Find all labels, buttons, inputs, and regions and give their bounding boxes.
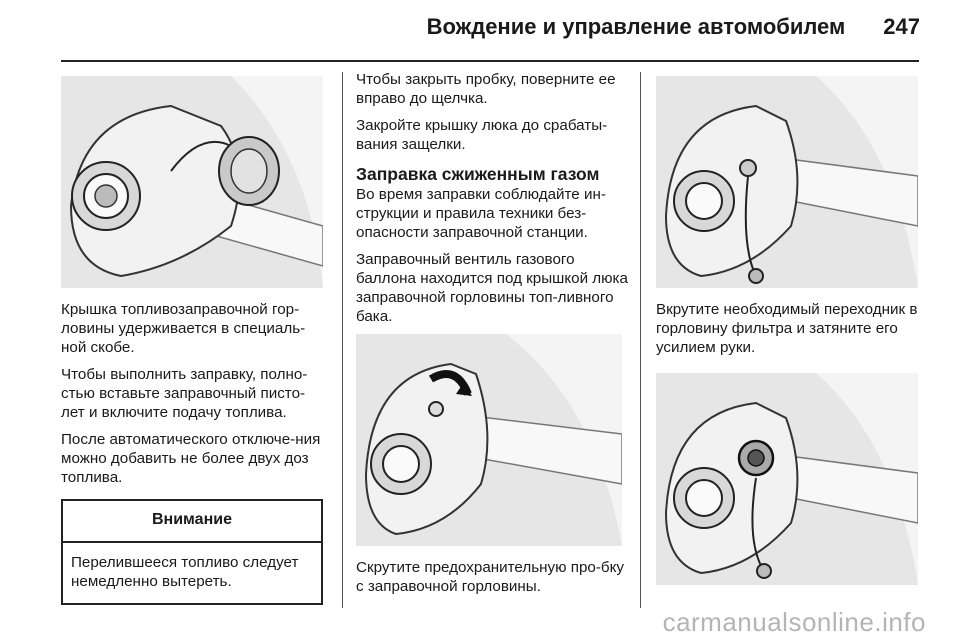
fuel-flap-cap-illustration: [61, 76, 323, 288]
page-header: [427, 14, 920, 40]
page-number: 247: [883, 14, 920, 39]
paragraph-close-cap: Чтобы закрыть пробку, поверните ее вправо до щелчка.: [356, 71, 616, 107]
section-heading-lpg: Заправка сжиженным газом: [356, 164, 600, 184]
notice-title: Внимание: [63, 501, 321, 543]
notice-box: [61, 499, 323, 605]
column-divider-2: [640, 72, 641, 608]
column-2: [356, 70, 628, 604]
column-1: [61, 70, 327, 605]
column-divider-1: [342, 72, 343, 608]
paragraph-lpg-safety: Во время заправки соблюдайте ин-струкции и правила техники без-опасности заправочной станции.: [356, 186, 606, 241]
header-rule: [61, 60, 919, 62]
paragraph-lpg-valve: Заправочный вентиль газового баллона находится под крышкой люка заправочной горловины топ-ливного бака.: [356, 251, 628, 325]
lpg-valve-illustration: [656, 76, 918, 288]
paragraph-refuel: Чтобы выполнить заправку, полно-стью вставьте заправочный писто-лет и включите подачу топлива.: [61, 366, 308, 421]
paragraph-cap-holder: Крышка топливозаправочной гор-ловины удерживается в специаль-ной скобе.: [61, 301, 306, 356]
column-3: [656, 70, 932, 597]
section-title: Вождение и управление автомобилем: [426, 14, 846, 39]
paragraph-close-flap: Закройте крышку люка до срабаты-вания защелки.: [356, 117, 608, 153]
adapter-installed-illustration: [656, 373, 918, 585]
paragraph-auto-shutoff: После автоматического отключе-ния можно добавить не более двух доз топлива.: [61, 431, 321, 486]
notice-text: Перелившееся топливо следует немедленно вытереть.: [71, 554, 299, 590]
caption-screw-adapter: Вкрутите необходимый переходник в горловину фильтра и затяните его усилием руки.: [656, 301, 918, 356]
caption-unscrew-cap: Скрутите предохранительную про-бку с заправочной горловины.: [356, 559, 625, 595]
watermark: carmanualsonline.info: [662, 607, 926, 637]
lpg-cap-removal-illustration: [356, 334, 622, 546]
